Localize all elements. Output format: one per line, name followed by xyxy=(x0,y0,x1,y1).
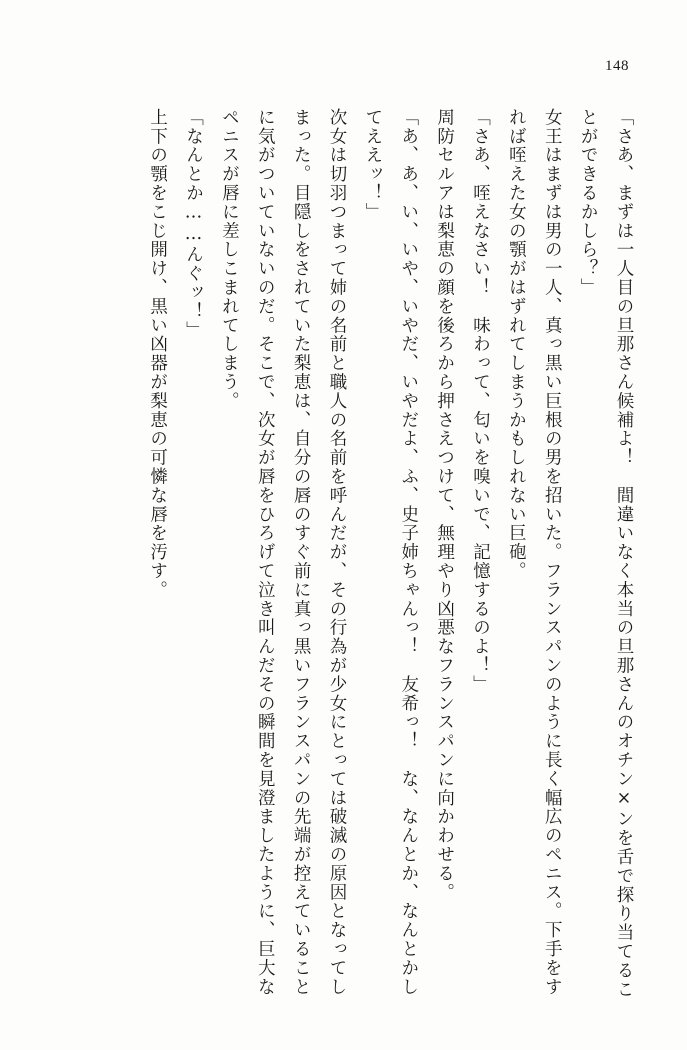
page-number: 148 xyxy=(605,58,629,74)
paragraph-7: 「なんとか……んぐッ！」 xyxy=(183,108,204,340)
paragraph-3: 「さあ、咥えなさい！ 味わって、匂いを嗅いで、記憶するのよ！」 xyxy=(470,108,491,694)
paragraph-1: 「さあ、まずは一人目の旦那さん候補よ！ 間違いなく本当の旦那さんのオチン×ンを舌で探り当てることができるかしら？」 xyxy=(578,108,634,999)
paragraph-4: 周防セルアは梨恵の顔を後ろから押さえつけて、無理やり凶悪なフランスパンに向かわせる。 xyxy=(434,108,455,902)
paragraph-2: 女王はまずは男の一人、真っ黒い巨根の男を招いた。フランスパンのように長く幅広のペニス。下手をすれば咥えた女の顎がはずれてしまうかもしれない巨砲。 xyxy=(506,108,563,997)
paragraph-8: 上下の顎をこじ開け、黒い凶器が梨恵の可憐な唇を汚す。 xyxy=(147,108,168,600)
paragraph-6: 次女は切羽つまって姉の名前と職人の名前を呼んだが、その行為が少女にとっては破滅の原因となってしまった。目隠しをされていた梨恵は、自分の唇のすぐ前に真っ黒いフランスパンの先端が控えていることに気がついていないのだ。そこで、次女が唇をひろげて泣き叫んだその瞬間を見澄ましたように、巨大なペニスが唇に差しこまれてしまう。 xyxy=(219,108,347,997)
page-body-text xyxy=(41,108,641,1008)
paragraph-5: 「あ、あ、い、いや、いやだ、いやだよ、ふ、史子姉ちゃんっ！ 友希っ！ な、なんとか、なんとかしてええッ！」 xyxy=(362,108,419,997)
